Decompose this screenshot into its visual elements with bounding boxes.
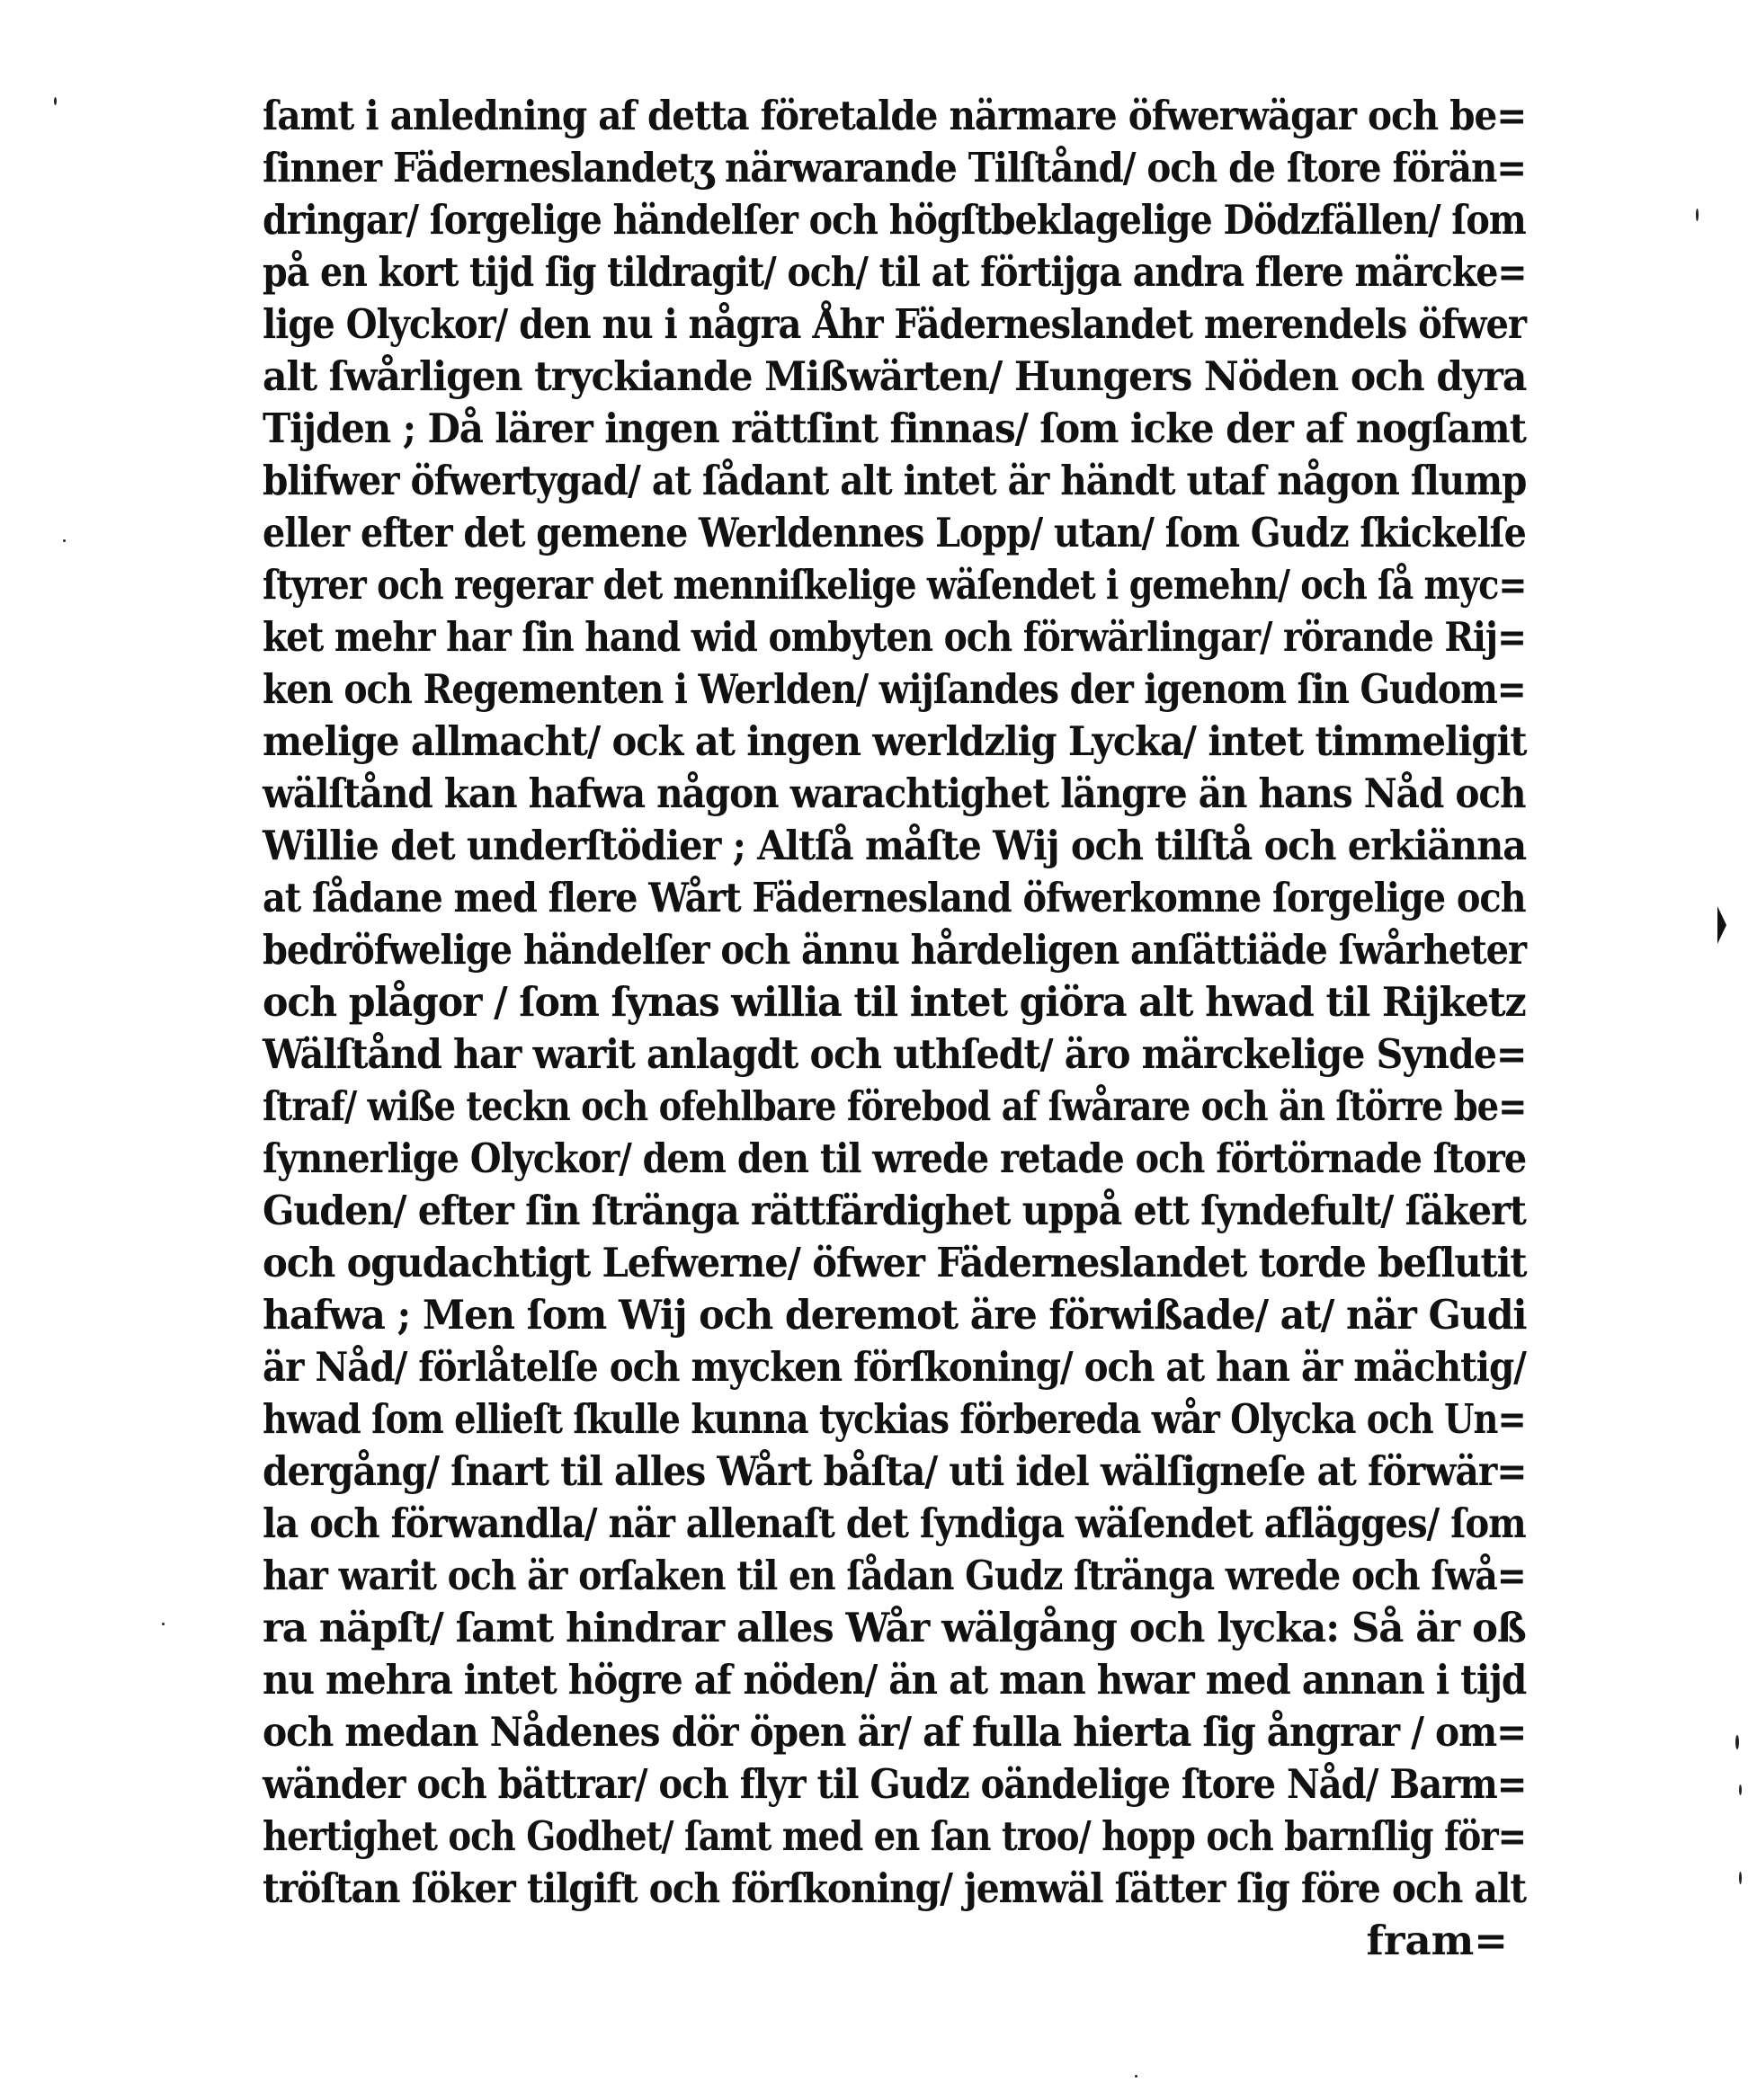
scan-speck <box>54 97 57 105</box>
text-line: la och förwandla/ när allenaſt det ſyndiga wäſendet aflägges/ ſom <box>263 1499 1526 1547</box>
text-line: ſamt i anledning af detta företalde närmare öfwerwägar och be= <box>263 92 1527 139</box>
scan-speck <box>1739 1872 1742 1884</box>
text-line: hafwa ; Men ſom Wij och deremot äre förwißade/ at/ när Gudi <box>263 1291 1527 1339</box>
edge-mark <box>1717 906 1726 944</box>
text-line: nu mehra intet högre af nöden/ än at man hwar med annan i tijd <box>263 1656 1527 1704</box>
body-text <box>263 90 1526 1967</box>
text-line: har warit och är orſaken til en ſådan Gudz ſtränga wrede och ſwå= <box>263 1552 1526 1599</box>
text-line: dergång/ ſnart til alles Wårt båſta/ uti idel wälſigneſe at förwär= <box>263 1447 1527 1495</box>
text-line: dringar/ ſorgelige händelſer och högſtbeklagelige Dödzfällen/ ſom <box>263 196 1526 244</box>
scan-speck <box>162 1623 165 1625</box>
text-line: lige Olyckor/ den nu i några Åhr Fäderneslandet merendels öfwer <box>263 300 1526 348</box>
catchword: fram= <box>1366 1917 1508 1964</box>
text-line: bedröfwelige händelſer och ännu hårdeligen anſättiäde ſwårheter <box>263 926 1527 974</box>
text-line: melige allmacht/ ock at ingen werldzlig Lycka/ intet timmeligit <box>263 717 1527 765</box>
text-line: Guden/ efter ſin ſtränga rättfärdighet uppå ett ſyndefult/ ſäkert <box>263 1187 1526 1234</box>
text-line: ſtyrer och regerar det menniſkelige wäſendet i gemehn/ och ſå myc= <box>263 561 1527 609</box>
text-line: hertighet och Godhet/ ſamt med en ſan troo/ hopp och barnſlig för= <box>263 1812 1527 1860</box>
text-line: hwad ſom ellieſt ſkulle kunna tyckias förbereda wår Olycka och Un= <box>263 1395 1526 1443</box>
scan-speck <box>1735 1735 1739 1749</box>
text-line: och medan Nådenes dör öpen är/ af fulla hierta ſig ångrar / om= <box>263 1708 1527 1756</box>
text-line: Wälſtånd har warit anlagdt och uthſedt/ äro märckelige Synde= <box>263 1030 1527 1078</box>
text-line: på en kort tijd ſig tildragit/ och/ til at förtijga andra flere märcke= <box>263 248 1527 296</box>
text-line: ſtraf/ wiße teckn och ofehlbare förebod af ſwårare och än ſtörre be= <box>263 1082 1527 1130</box>
scan-speck <box>1135 2075 1137 2078</box>
scan-speck <box>63 539 66 542</box>
text-line: wälſtånd kan hafwa någon warachtighet längre än hans Nåd och <box>263 770 1526 817</box>
text-line: Willie det underſtödier ; Altſå måſte Wij och tilſtå och erkiänna <box>263 822 1527 869</box>
text-line: ſynnerlige Olyckor/ dem den til wrede retade och förtörnade ſtore <box>263 1135 1527 1182</box>
text-line: wänder och bättrar/ och flyr til Gudz oändelige ſtore Nåd/ Barm= <box>263 1760 1527 1808</box>
text-line: tröſtan ſöker tilgift och förſkoning/ jemwäl ſätter ſig före och alt <box>263 1864 1527 1912</box>
text-line: at ſådane med flere Wårt Fädernesland öfwerkomne ſorgelige och <box>263 874 1526 921</box>
text-line: ſinner Fäderneslandetʒ närwarande Tilſtånd/ och de ſtore förän= <box>263 144 1527 191</box>
text-line: och plågor / ſom ſynas willia til intet giöra alt hwad til Rijketz <box>263 978 1526 1026</box>
scan-speck <box>1739 1784 1742 1795</box>
text-line: alt ſwårligen tryckiande Mißwärten/ Hungers Nöden och dyra <box>263 352 1527 400</box>
text-line: eller efter det gemene Werldennes Lopp/ utan/ ſom Gudz ſkickelſe <box>263 509 1526 556</box>
text-line: blifwer öfwertygad/ at ſådant alt intet är händt utaf någon ſlump <box>263 457 1527 504</box>
text-line: ket mehr har ſin hand wid ombyten och förwärlingar/ rörande Rij= <box>263 613 1526 661</box>
text-line: är Nåd/ förlåtelſe och mycken förſkoning/ och at han är mächtig/ <box>263 1343 1526 1391</box>
scan-speck <box>1696 209 1699 221</box>
text-line: och ogudachtigt Lefwerne/ öfwer Fäderneslandet torde beſlutit <box>263 1239 1527 1286</box>
text-line: ken och Regementen i Werlden/ wijſandes der igenom ſin Gudom= <box>263 665 1526 713</box>
text-line: Tijden ; Då lärer ingen rättſint finnas/ ſom icke der af nogſamt <box>263 405 1526 452</box>
text-line: ra näpſt/ ſamt hindrar alles Wår wälgång och lycka: Så är oß <box>263 1604 1526 1651</box>
